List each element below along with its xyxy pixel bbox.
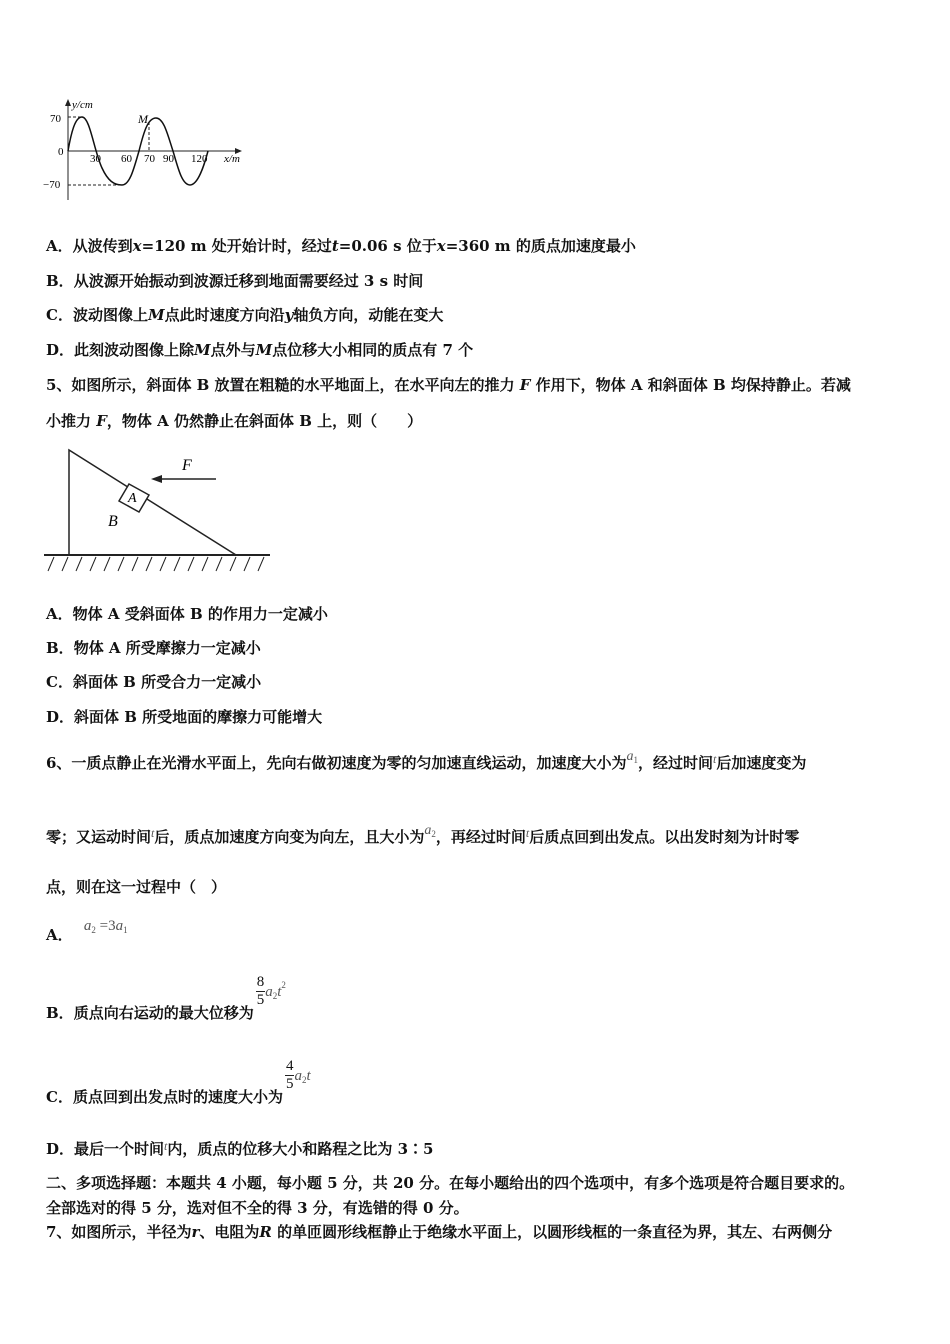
- q6-stem-line2: 零；又运动时间$^t$后，质点加速度方向变为向左，且大小为$a_2$，再经过时间$^t$后质点回到出发点。以出发时刻为计时零: [46, 823, 800, 846]
- x-tick-90: 90: [163, 153, 174, 165]
- x-tick-60: 60: [121, 153, 132, 165]
- q5-option-c[interactable]: C．斜面体 B 所受合力一定减小: [46, 673, 262, 691]
- q5-option-a[interactable]: A．物体 A 受斜面体 B 的作用力一定减小: [46, 605, 328, 623]
- q4-option-a[interactable]: A．从波传到x=120 m 处开始计时，经过t=0.06 s 位于x=360 m 的质点加速度最小: [46, 237, 636, 255]
- option-letter: C．: [46, 306, 73, 324]
- y-axis-arrow: [65, 99, 71, 106]
- q6-option-c[interactable]: C．质点回到出发点时的速度大小为 $\frac{4}{5}$ $a_2t$: [46, 1058, 311, 1106]
- y-axis-label: y/cm: [72, 99, 93, 111]
- force-f-label: F: [182, 457, 192, 474]
- equation-a2-3a1: $a_2 =3a_1$: [83, 918, 128, 935]
- q5-option-b[interactable]: B．物体 A 所受摩擦力一定减小: [46, 639, 261, 657]
- x-tick-70: 70: [144, 153, 155, 165]
- symbol-a1: $a_1$: [626, 749, 638, 765]
- q6-stem-line3: 点，则在这一过程中（ ）: [46, 878, 227, 896]
- section2-heading-line1: 二、多项选择题：本题共 4 小题，每小题 5 分，共 20 分。在每小题给出的四个选项中，有多个选项是符合题目要求的。: [46, 1174, 855, 1192]
- body-b-label: B: [108, 513, 118, 530]
- ground-hatching: [48, 557, 264, 571]
- q5-stem-line1: 5、如图所示，斜面体 B 放置在粗糙的水平地面上，在水平向左的推力 F 作用下，物体 A 和斜面体 B 均保持静止。若减: [46, 376, 851, 394]
- expr-a2-t2: $a_2t^2$: [265, 979, 286, 1001]
- y-tick-neg70: −70: [43, 179, 61, 191]
- option-letter: D．: [46, 341, 75, 359]
- y-tick-70: 70: [50, 113, 61, 125]
- q6-option-a[interactable]: A． $a_2 =3a_1$: [46, 918, 128, 944]
- x-tick-30: 30: [90, 153, 101, 165]
- fraction-4-5: $\frac{4}{5}$: [285, 1058, 294, 1092]
- option-letter: A．: [46, 237, 73, 255]
- point-m-label: M: [138, 112, 148, 126]
- q4-option-b[interactable]: B．从波源开始振动到波源迁移到地面需要经过 3 s 时间: [46, 272, 424, 290]
- wave-graph: [38, 96, 258, 206]
- incline-body-b: [69, 450, 236, 555]
- q5-stem-line2: 小推力 F，物体 A 仍然静止在斜面体 B 上，则（ ）: [46, 412, 423, 430]
- force-f-arrowhead: [151, 475, 162, 483]
- expr-a2-t: $a_2t$: [294, 1067, 311, 1085]
- q6-option-b[interactable]: B．质点向右运动的最大位移为 $\frac{8}{5}$ $a_2t^2$: [46, 974, 286, 1022]
- q7-stem: 7、如图所示，半径为r、电阻为R 的单匝圆形线框静止于绝缘水平面上，以圆形线框的一条直径为界，其左、右两侧分: [46, 1223, 833, 1241]
- q4-option-c[interactable]: C．波动图像上M点此时速度方向沿y轴负方向，动能在变大: [46, 306, 444, 324]
- section2-heading-line2: 全部选对的得 5 分，选对但不全的得 3 分，有选错的得 0 分。: [46, 1199, 469, 1217]
- fraction-8-5: $\frac{8}{5}$: [256, 974, 265, 1008]
- block-a-label: A: [128, 491, 137, 506]
- q6-option-d[interactable]: D．最后一个时间$^t$内，质点的位移大小和路程之比为 3∶5: [46, 1139, 434, 1158]
- q6-stem-line1: 6、一质点静止在光滑水平面上，先向右做初速度为零的匀加速直线运动，加速度大小为$a_1$，经过时间$^t$后加速度变为: [46, 749, 807, 772]
- q4-option-d[interactable]: D．此刻波动图像上除M点外与M点位移大小相同的质点有 7 个: [46, 341, 474, 359]
- q5-option-d[interactable]: D．斜面体 B 所受地面的摩擦力可能增大: [46, 708, 323, 726]
- symbol-a2: $a_2$: [424, 823, 436, 839]
- y-tick-0: 0: [58, 146, 64, 158]
- incline-figure: [40, 444, 275, 579]
- option-letter: B．: [46, 272, 74, 290]
- x-axis-label: x/m: [224, 153, 240, 165]
- x-tick-120: 120: [191, 153, 208, 165]
